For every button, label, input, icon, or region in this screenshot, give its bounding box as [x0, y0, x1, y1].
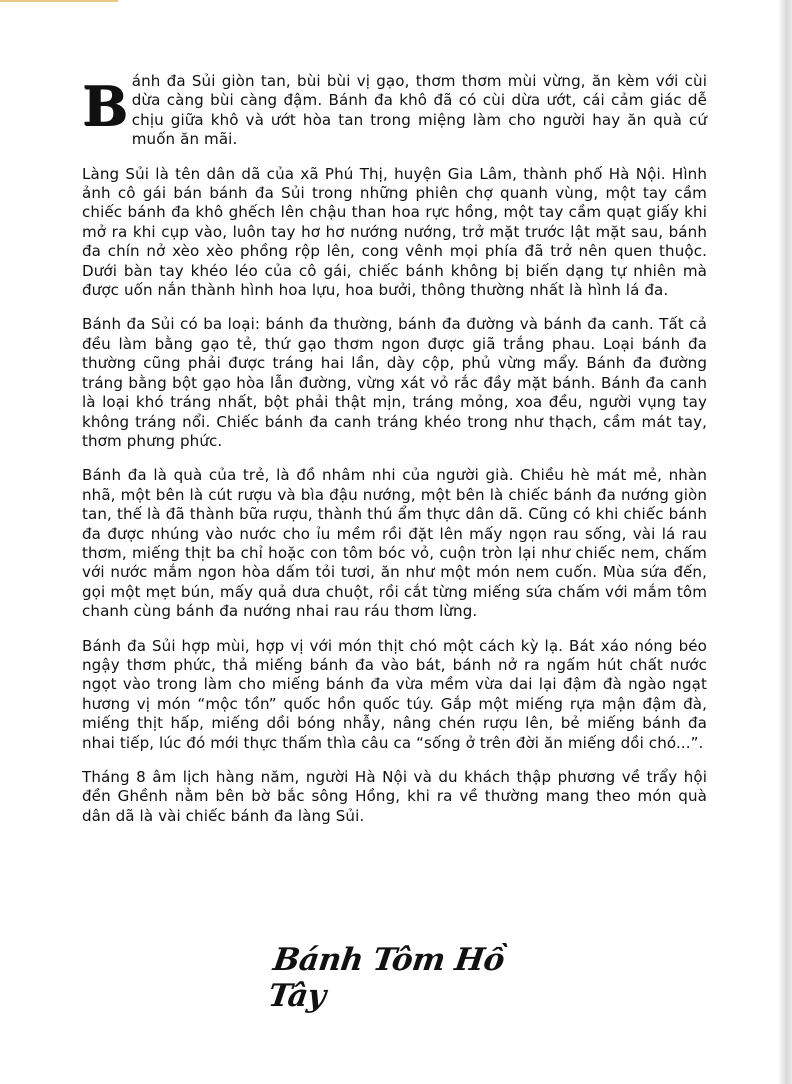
page-edge-shadow: [778, 0, 792, 1084]
drop-cap: B: [82, 74, 128, 138]
signature-logo: Bánh Tôm Hồ Tây: [265, 942, 507, 1014]
paragraph-1: [82, 72, 707, 150]
paragraph-3: Bánh đa Sủi có ba loại: bánh đa thường, bánh đa đường và bánh đa canh. Tất cả đều làm bằng gạo tẻ, thứ gạo thơm ngon được giã trắng phau. Loại bánh đa thường cũng phải được tráng hai lần, dày cộp, phủ vừng mẩy. Bánh đa đường tráng bằng bột gạo hòa lẫn đường, vừng xát vỏ rắc đầy mặt bánh. Bánh đa canh là loại khó tráng nhất, bột phải thật mịn, tráng mỏng, xoa đều, người vụng tay không tráng nổi. Chiếc bánh đa canh tráng khéo trong như thạch, cầm mát tay, thơm phưng phức.: [82, 315, 707, 450]
paragraph-5: Bánh đa Sủi hợp mùi, hợp vị với món thịt chó một cách kỳ lạ. Bát xáo nóng béo ngậy thơm phức, thả miếng bánh đa vào bát, bánh nở ra ngấm hút chất nước ngọt vào trong làm cho miếng bánh đa vừa mềm vừa dai lại đậm đà ngào ngạt hương vị món “mộc tồn” quốc hồn quốc túy. Gắp một miếng rựa mận đậm đà, miếng thịt hấp, miếng dồi bóng nhẫy, nâng chén rượu lên, bẻ miếng bánh đa nhai tiếp, lúc đó mới thực thấm thìa câu ca “sống ở trên đời ăn miếng dồi chó...”.: [82, 636, 707, 752]
paragraph-4: Bánh đa là quà của trẻ, là đồ nhâm nhi của người già. Chiều hè mát mẻ, nhàn nhã, một bên là cút rượu và bìa đậu nướng, một bên là chiếc bánh đa nướng giòn tan, thế là đã thành bữa rượu, thành thú ẩm thực dân dã. Cũng có khi chiếc bánh đa được nhúng vào nước cho ỉu mềm rồi đặt lên mấy ngọn rau sống, vài lá rau thơm, miếng thịt ba chỉ hoặc con tôm bóc vỏ, cuộn tròn lại như chiếc nem, chấm với nước mắm ngon hòa dấm tỏi tươi, ăn như một món nem cuốn. Mùa sứa đến, gọi một mẹt bún, mấy quả dưa chuột, rồi cắt từng miếng sứa chấm với mắm tôm chanh cùng bánh đa nướng nhai rau ráu thơm lừng.: [82, 466, 707, 621]
top-accent-line: [0, 0, 118, 2]
article-body: [82, 72, 707, 841]
paragraph-6: Tháng 8 âm lịch hàng năm, người Hà Nội và du khách thập phương về trẩy hội đền Ghềnh nằm bên bờ bắc sông Hồng, khi ra về thường mang theo món quà dân dã là vài chiếc bánh đa làng Sủi.: [82, 768, 707, 825]
paragraph-1-text: ánh đa Sủi giòn tan, bùi bùi vị gạo, thơm thơm mùi vừng, ăn kèm với cùi dừa càng bùi càng đậm. Bánh đa khô đã có cùi dừa ướt, cái cảm giác dễ chịu giữa khô và ướt hòa tan trong miệng làm cho người hay ăn quà cứ muốn ăn mãi.: [131, 72, 707, 149]
paragraph-2: Làng Sủi là tên dân dã của xã Phú Thị, huyện Gia Lâm, thành phố Hà Nội. Hình ảnh cô gái bán bánh đa Sủi trong những phiên chợ quanh vùng, một tay cầm chiếc bánh đa khô ghếch lên chậu than hoa rực hồng, một tay cầm quạt giấy khi mở ra khi cụp vào, luôn tay hơ hơ nướng nướng, trở mặt trước lật mặt sau, bánh đa chín nở xèo xèo phồng rộp lên, cong vênh mọi phía đã trở nên quen thuộc. Dưới bàn tay khéo léo của cô gái, chiếc bánh không bị biến dạng tự nhiên mà được uốn nắn thành hình hoa lựu, hoa bưởi, thông thường nhất là hình lá đa.: [82, 164, 707, 300]
